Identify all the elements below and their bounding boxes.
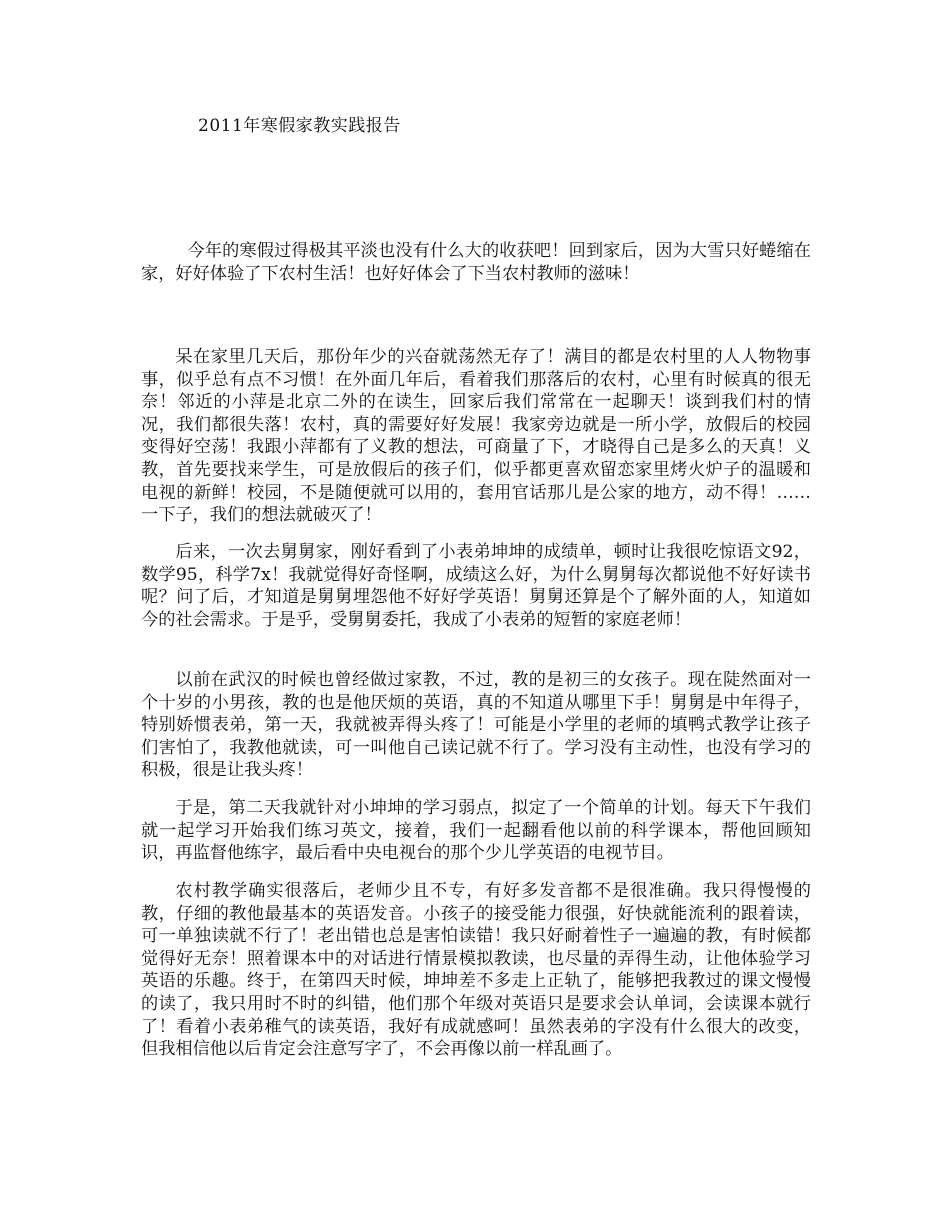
paragraph-first-day: 以前在武汉的时候也曾经做过家教，不过，教的是初三的女孩子。现在陡然面对一个十岁的小男孩，教的也是他厌烦的英语，真的不知道从哪里下手！舅舅是中年得子，特别娇惯表弟，第一天，我就被弄得头疼了！可能是小学里的老师的填鸭式教学让孩子们害怕了，我教他就读，可一叫他自己读记就不行了。学习没有主动性，也没有学习的积极，很是让我头疼！ bbox=[141, 670, 811, 781]
paragraph-plan: 于是，第二天我就针对小坤坤的学习弱点，拟定了一个简单的计划。每天下午我们就一起学习开始我们练习英文，接着，我们一起翻看他以前的科学课本，帮他回顾知识，再监督他练字，最后看中央电视台的那个少儿学英语的电视节目。 bbox=[141, 798, 811, 864]
paragraph-village: 呆在家里几天后，那份年少的兴奋就荡然无存了！满目的都是农村里的人人物物事事，似乎总有点不习惯！在外面几年后，看着我们那落后的农村，心里有时候真的很无奈！邻近的小萍是北京二外的在读生，回家后我们常常在一起聊天！谈到我们村的情况，我们都很失落！农村，真的需要好好发展！我家旁边就是一所小学，放假后的校园变得好空荡！我跟小萍都有了义教的想法，可商量了下，才晓得自己是多么的天真！义教，首先要找来学生，可是放假后的孩子们，似乎都更喜欢留恋家里烤火炉子的温暖和电视的新鲜！校园，不是随便就可以用的，套用官话那儿是公家的地方，动不得！……一下子，我们的想法就破灭了！ bbox=[141, 347, 811, 526]
paragraph-cousin: 后来，一次去舅舅家，刚好看到了小表弟坤坤的成绩单，顿时让我很吃惊语文92，数学95，科学7x！我就觉得好奇怪啊，成绩这么好，为什么舅舅每次都说他不好好读书呢？问了后，才知道是舅舅埋怨他不好好学英语！舅舅还算是个了解外面的人，知道如今的社会需求。于是乎，受舅舅委托，我成了小表弟的短暂的家庭老师！ bbox=[141, 542, 811, 630]
document-title: 2011年寒假家教实践报告 bbox=[198, 116, 401, 136]
paragraph-intro: 今年的寒假过得极其平淡也没有什么大的收获吧！回到家后，因为大雪只好蜷缩在家，好好体验了下农村生活！也好好体会了下当农村教师的滋味！ bbox=[141, 241, 811, 284]
paragraph-teaching: 农村教学确实很落后，老师少且不专，有好多发音都不是很准确。我只得慢慢的教，仔细的教他最基本的英语发音。小孩子的接受能力很强，好快就能流利的跟着读，可一单独读就不行了！老出错也总是害怕读错！我只好耐着性子一遍遍的教，有时候都觉得好无奈！照着课本中的对话进行情景模拟教读，也尽量的弄得生动，让他体验学习英语的乐趣。终于，在第四天时候，坤坤差不多走上正轨了，能够把我教过的课文慢慢的读了，我只用时不时的纠错，他们那个年级对英语只是要求会认单词，会读课本就行了！看着小表弟稚气的读英语，我好有成就感呵！虽然表弟的字没有什么很大的改变，但我相信他以后肯定会注意写字了，不会再像以前一样乱画了。 bbox=[141, 881, 811, 1060]
